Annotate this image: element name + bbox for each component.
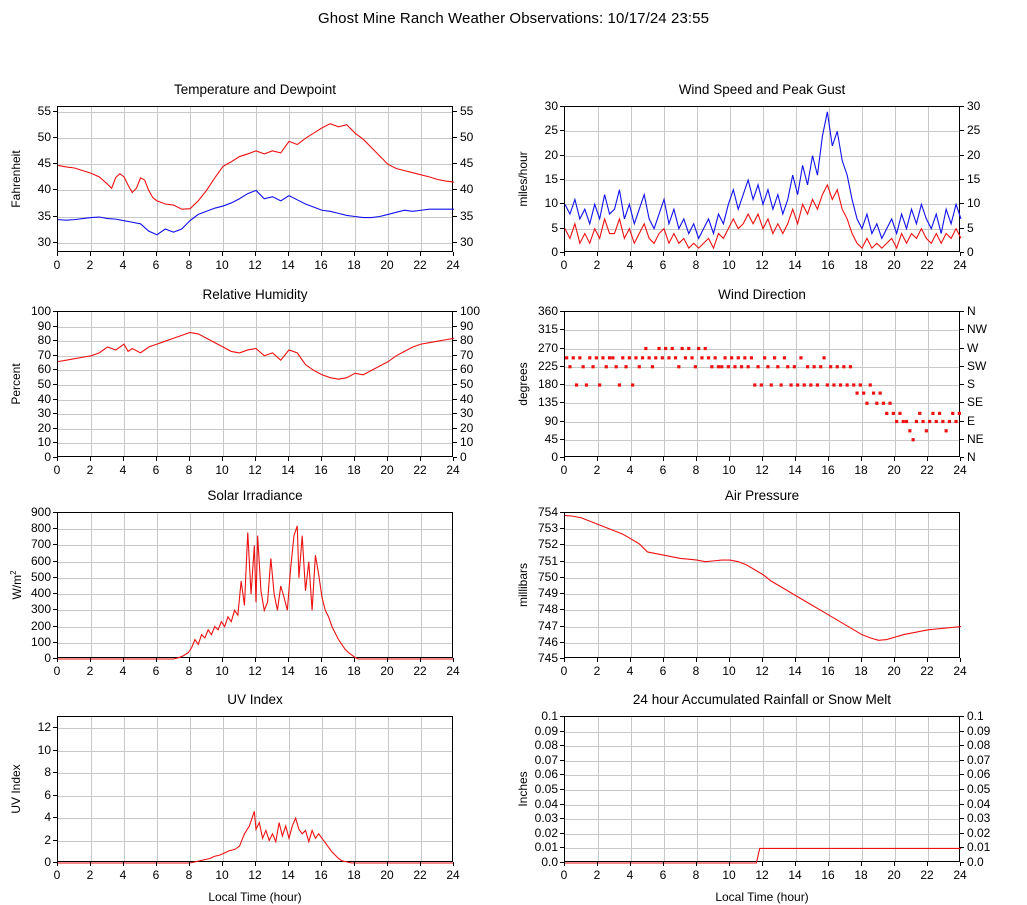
y-tick-label: 4 [44,810,51,825]
y-tick-label: 225 [537,358,558,373]
x-tick-label: 18 [854,868,868,882]
y-tick-label-right: 15 [967,172,981,186]
y-tick-label-right: 30 [460,234,474,249]
x-tick-label: 14 [281,258,295,272]
y-tick-label: 749 [537,586,558,601]
x-tick [927,862,928,866]
y-tick-label-right: 50 [460,130,474,145]
y-tick-label: 750 [537,569,558,584]
x-tick-label: 20 [887,463,901,477]
y-tick-label-right: E [967,413,976,428]
x-tick-label: 6 [659,463,667,477]
x-tick-label: 10 [722,463,736,477]
x-tick-label: 16 [821,664,835,678]
y-tick-label-right: N [967,304,976,318]
x-tick-label: 12 [248,258,262,272]
x-tick-label: 24 [446,463,460,477]
x-tick-label: 8 [692,868,700,882]
y-tick-label: 0.08 [534,738,558,753]
x-tick-label: 20 [887,258,901,272]
x-tick-label: 18 [347,868,361,882]
y-tick-label-right: N [967,450,976,464]
x-tick-label: 24 [953,664,967,678]
y-tick-right [960,716,964,717]
y-tick-label: 12 [37,720,51,735]
y-tick-label: 315 [537,322,558,337]
y-tick-label: 600 [30,553,51,568]
x-tick-label: 0 [53,868,61,882]
chart-title: Wind Speed and Peak Gust [678,82,846,97]
x-tick-label: 6 [152,258,160,272]
y-tick-label: 0.0 [541,855,558,869]
y-tick-label: 30 [37,234,51,249]
y-tick-label: 10 [544,196,558,211]
y-tick-label: 40 [37,391,51,406]
x-tick-label: 2 [593,868,601,882]
y-tick-label-right: 25 [967,123,981,138]
data-series-line [565,848,961,863]
y-tick-label: 40 [37,182,51,197]
x-tick [861,862,862,866]
y-tick-label: 0.1 [541,709,558,723]
x-tick-label: 4 [119,258,127,272]
y-tick-label: 55 [37,104,51,119]
x-tick-label: 8 [185,258,193,272]
y-tick-label: 45 [37,156,51,171]
x-tick-label: 20 [380,664,394,678]
y-tick [560,774,564,775]
y-tick-label-right: 0.1 [967,709,984,723]
x-tick [828,862,829,866]
x-tick-label: 12 [248,463,262,477]
x-tick [696,862,697,866]
x-tick-label: 18 [347,258,361,272]
x-tick-label: 0 [53,258,61,272]
x-tick-label: 2 [593,463,601,477]
chart-panel [0,27,1027,905]
y-tick-label-right: SW [967,358,987,373]
x-tick-label: 12 [248,868,262,882]
x-tick-label: 14 [788,463,802,477]
x-tick-label: 6 [152,664,160,678]
y-tick [560,760,564,761]
y-tick-label-right: 0.0 [967,855,984,869]
x-tick-label: 14 [281,664,295,678]
y-tick-label: 700 [30,537,51,552]
y-tick-label: 200 [30,618,51,633]
x-tick-label: 6 [659,258,667,272]
x-tick-label: 2 [86,258,94,272]
x-tick-label: 6 [659,868,667,882]
x-tick-label: 2 [593,664,601,678]
x-tick-label: 22 [413,868,427,882]
x-tick-label: 24 [953,463,967,477]
y-tick-label-right: 0 [967,245,974,259]
y-tick-right [960,731,964,732]
charts-grid [0,27,1027,905]
y-tick-label-right: 30 [460,406,474,421]
chart-title: Solar Irradiance [207,488,303,503]
y-tick-label: 20 [37,420,51,435]
x-tick-label: 14 [281,868,295,882]
y-tick [560,804,564,805]
x-tick-label: 4 [626,463,634,477]
x-tick-label: 0 [560,463,568,477]
y-tick-label: 30 [37,406,51,421]
y-tick-label: 135 [537,395,558,410]
x-tick-label: 12 [755,868,769,882]
x-tick-label: 22 [920,664,934,678]
x-tick-label: 14 [788,258,802,272]
y-tick-label: 90 [37,318,51,333]
y-tick-label: 70 [37,347,51,362]
x-tick-label: 8 [185,868,193,882]
x-tick-label: 16 [314,664,328,678]
y-tick-label: 0 [44,450,51,464]
y-tick-label-right: 0 [460,450,467,464]
y-tick-label: 0 [551,245,558,259]
y-tick-label: 0.07 [534,752,558,767]
y-tick-label: 15 [544,172,558,186]
y-tick-label: 80 [37,333,51,348]
x-tick-label: 12 [755,463,769,477]
x-tick-label: 22 [413,664,427,678]
y-tick [560,818,564,819]
x-tick-label: 12 [248,664,262,678]
y-tick-right [960,804,964,805]
y-tick-right [960,774,964,775]
page-title: Ghost Mine Ranch Weather Observations: 10/17/24 23:55 [317,10,710,27]
x-tick-label: 0 [560,664,568,678]
chart-title: 24 hour Accumulated Rainfall or Snow Melt [632,692,892,707]
y-tick-label-right: 50 [460,377,474,391]
y-tick-label-right: 5 [967,220,974,235]
x-tick-label: 16 [821,463,835,477]
x-tick-label: 2 [86,664,94,678]
y-tick [560,847,564,848]
x-tick-label: 2 [86,463,94,477]
x-tick-label: 18 [854,258,868,272]
y-tick-label-right: 40 [460,182,474,197]
y-tick-right [960,760,964,761]
y-tick-label: 0.03 [534,811,558,826]
y-tick-label: 6 [44,787,51,802]
y-tick-label: 752 [537,537,558,552]
y-tick-label-right: 0.06 [967,767,991,782]
y-tick-label-right: 0.03 [967,811,991,826]
x-tick [795,862,796,866]
y-tick-right [960,789,964,790]
y-tick-label: 35 [37,208,51,223]
y-tick-label: 270 [537,340,558,355]
y-tick-label: 100 [30,304,51,318]
x-tick-label: 14 [788,664,802,678]
x-tick-label: 16 [821,258,835,272]
x-tick-label: 16 [314,463,328,477]
x-tick-label: 20 [380,258,394,272]
y-tick-label-right: 0.08 [967,738,991,753]
x-tick-label: 14 [281,463,295,477]
y-tick-label: 20 [544,147,558,162]
x-tick-label: 6 [152,868,160,882]
x-tick-label: 20 [887,664,901,678]
y-tick-label: 360 [537,304,558,318]
x-tick-label: 12 [755,258,769,272]
x-tick-label: 8 [185,463,193,477]
x-tick [762,862,763,866]
x-tick [729,862,730,866]
x-axis-title: Local Time (hour) [208,890,302,904]
y-tick [560,789,564,790]
y-tick-label: 0 [44,651,51,665]
x-tick-label: 10 [722,258,736,272]
x-tick-label: 10 [215,463,229,477]
y-tick-label-right: 55 [460,104,474,119]
y-tick-label-right: 30 [967,99,981,113]
y-tick-label-right: 10 [460,435,474,450]
x-tick-label: 16 [821,868,835,882]
y-axis-title: miles/hour [516,151,530,207]
y-axis-title: UV Index [9,764,23,814]
y-axis-title: degrees [516,362,530,406]
y-tick-label: 25 [544,123,558,138]
y-tick-label-right: W [967,340,979,355]
y-tick-label: 10 [37,435,51,450]
x-tick-label: 0 [53,463,61,477]
y-tick-label: 747 [537,618,558,633]
y-tick-label: 2 [44,832,51,847]
x-tick-label: 24 [953,868,967,882]
y-tick-right [960,847,964,848]
x-tick-label: 4 [119,868,127,882]
y-tick-label: 748 [537,602,558,617]
y-tick-label-right: 20 [967,147,981,162]
y-axis-title: millibars [516,562,530,608]
y-tick [560,716,564,717]
y-tick-label-right: 70 [460,347,474,362]
x-tick-label: 14 [788,868,802,882]
y-tick-label-right: SE [967,395,984,410]
x-tick [630,862,631,866]
x-tick-label: 2 [86,868,94,882]
x-tick-label: 24 [446,868,460,882]
y-tick [560,745,564,746]
x-tick-label: 0 [53,664,61,678]
y-axis-title: Percent [9,363,23,405]
x-tick-label: 18 [854,664,868,678]
x-tick-label: 22 [920,868,934,882]
x-tick-label: 12 [755,664,769,678]
y-axis-title: Fahrenheit [9,150,23,208]
y-tick-label-right: 0.07 [967,752,991,767]
x-tick-label: 0 [560,258,568,272]
y-tick-label-right: 0.01 [967,840,991,855]
x-tick-label: 8 [692,258,700,272]
x-tick-label: 10 [215,258,229,272]
chart-title: Wind Direction [718,287,806,302]
y-tick-label-right: 90 [460,318,474,333]
y-tick-label-right: NW [967,322,987,337]
x-tick-label: 16 [314,868,328,882]
y-tick-right [960,862,964,863]
y-tick-label: 0.02 [534,825,558,840]
y-tick-label: 8 [44,765,51,780]
x-tick-label: 6 [659,664,667,678]
y-tick-label: 90 [544,413,558,428]
x-tick-label: 18 [854,463,868,477]
y-tick-label: 746 [537,634,558,649]
x-tick-label: 10 [722,664,736,678]
x-tick-label: 22 [920,463,934,477]
x-tick [597,862,598,866]
y-tick [560,833,564,834]
y-tick-label: 60 [37,362,51,377]
y-tick-label: 753 [537,521,558,536]
y-tick-label: 0.05 [534,782,558,796]
x-tick-label: 10 [722,868,736,882]
chart-title: Relative Humidity [202,287,308,302]
y-tick-label: 800 [30,521,51,536]
x-tick-label: 6 [152,463,160,477]
y-tick-label: 900 [30,505,51,519]
y-tick-label-right: 10 [967,196,981,211]
x-tick-label: 8 [692,664,700,678]
y-tick-label-right: 0.09 [967,723,991,738]
y-tick-label-right: 0.02 [967,825,991,840]
y-tick-label: 50 [37,130,51,145]
y-tick-label-right: 35 [460,208,474,223]
y-tick [560,731,564,732]
y-tick-label: 10 [37,742,51,757]
y-tick-label: 0.06 [534,767,558,782]
y-tick-label: 45 [544,431,558,446]
y-tick-label: 751 [537,553,558,568]
y-tick-label-right: 45 [460,156,474,171]
x-tick-label: 22 [920,258,934,272]
chart-title: Temperature and Dewpoint [173,82,337,97]
x-tick-label: 20 [380,463,394,477]
x-tick [663,862,664,866]
x-tick-label: 4 [626,664,634,678]
x-tick-label: 18 [347,664,361,678]
x-tick-label: 4 [626,258,634,272]
y-tick-label-right: 20 [460,420,474,435]
y-tick-label-right: 40 [460,391,474,406]
x-tick [894,862,895,866]
x-tick-label: 8 [185,664,193,678]
x-tick-label: 24 [446,664,460,678]
y-tick-right [960,745,964,746]
y-tick-label: 500 [30,569,51,584]
y-axis-title: $W/m^2$ [9,570,24,600]
y-tick-right [960,833,964,834]
x-tick-label: 20 [887,868,901,882]
x-tick-label: 10 [215,664,229,678]
y-tick-label-right: 100 [460,304,481,318]
y-tick-label: 0 [551,450,558,464]
y-tick-label: 30 [544,99,558,113]
x-tick-label: 22 [413,258,427,272]
x-tick-label: 18 [347,463,361,477]
y-tick-label: 754 [537,505,558,519]
x-tick-label: 16 [314,258,328,272]
x-axis-title: Local Time (hour) [715,890,809,904]
x-tick-label: 4 [626,868,634,882]
series-layer [565,717,961,863]
y-tick-label: 0.04 [534,796,558,811]
y-tick-right [960,818,964,819]
y-tick-label: 0.09 [534,723,558,738]
y-tick-label: 745 [537,651,558,665]
x-tick-label: 8 [692,463,700,477]
y-tick-label: 300 [30,602,51,617]
y-tick-label: 100 [30,634,51,649]
y-tick-label: 50 [37,377,51,391]
x-tick-label: 24 [953,258,967,272]
plot-area [564,716,960,862]
y-tick-label-right: NE [967,431,984,446]
y-tick-label-right: 0.05 [967,782,991,796]
x-tick [564,862,565,866]
y-tick-label-right: 80 [460,333,474,348]
x-tick-label: 22 [413,463,427,477]
y-tick-label-right: 0.04 [967,796,991,811]
x-tick-label: 2 [593,258,601,272]
x-tick-label: 4 [119,664,127,678]
y-tick-label-right: S [967,377,976,391]
x-tick-label: 4 [119,463,127,477]
y-tick-label: 180 [537,377,558,391]
y-tick-label: 0 [44,855,51,869]
x-tick-label: 0 [560,868,568,882]
chart-title: Air Pressure [724,488,800,503]
chart-title: UV Index [227,692,283,707]
x-tick-label: 20 [380,868,394,882]
y-tick [560,862,564,863]
y-tick-label: 0.01 [534,840,558,855]
y-axis-title: Inches [516,771,530,807]
x-tick-label: 24 [446,258,460,272]
y-tick-label: 5 [551,220,558,235]
y-tick-label-right: 60 [460,362,474,377]
x-tick-label: 10 [215,868,229,882]
y-tick-label: 400 [30,586,51,601]
